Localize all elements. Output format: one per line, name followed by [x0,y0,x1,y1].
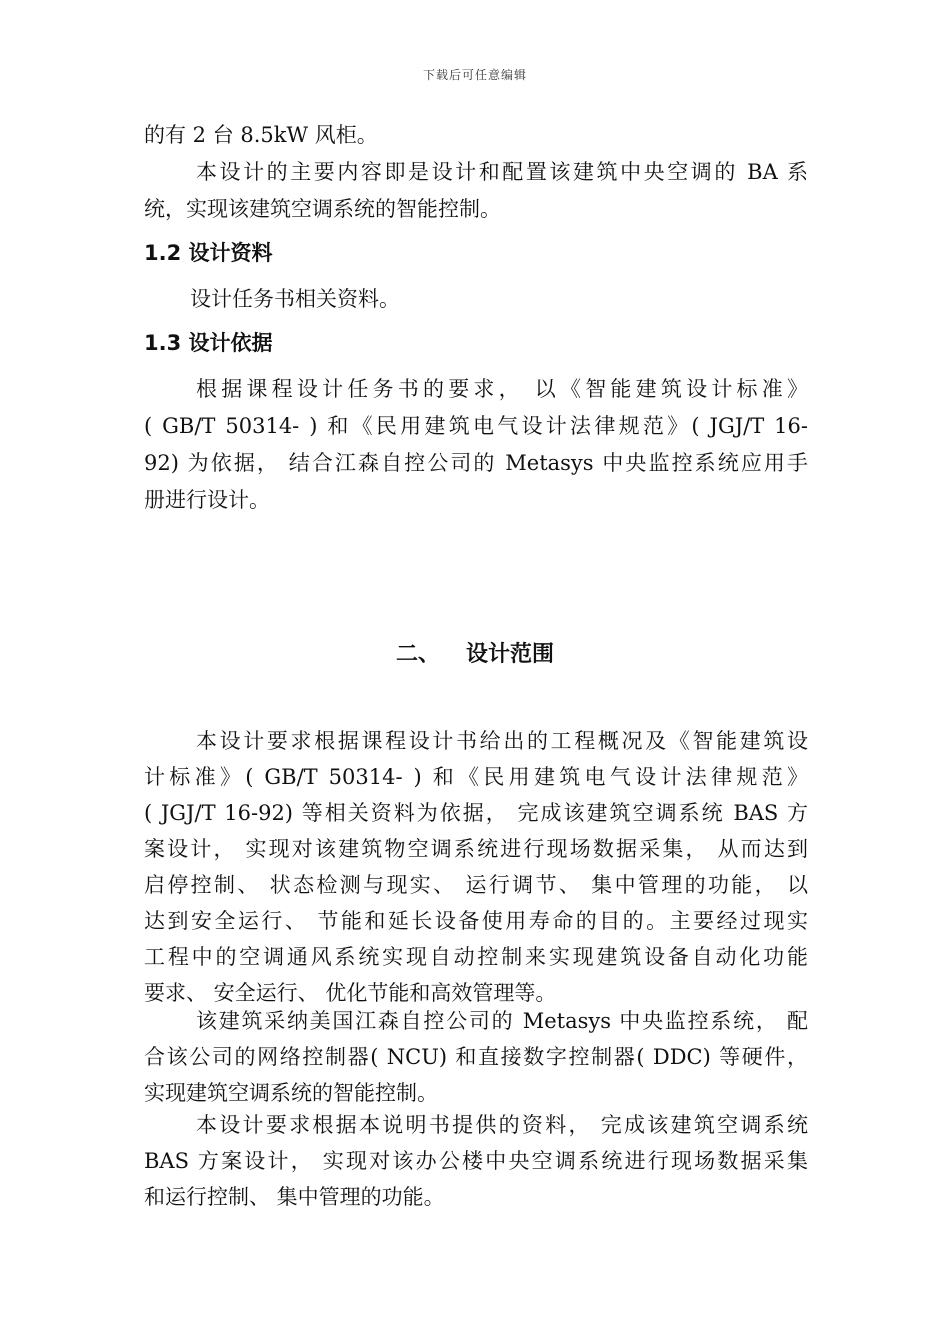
text-line: 要求、 安全运行、 优化节能和高效管理等。 [144,981,557,1005]
text-line: 和运行控制、 集中管理的功能。 [144,1185,445,1209]
page-header: 下载后可任意编辑 [422,68,527,82]
text-line: 启停控制、 状态检测与现实、 运行调节、 集中管理的功能， 以 [144,873,808,897]
section-heading: 1.2 设计资料 [144,241,273,265]
chapter-number: 二、 [395,642,440,667]
text-line: 的有 2 台 8.5kW 风柜。 [144,123,378,147]
text-line: ( JGJ/T 16-92) 等相关资料为依据， 完成该建筑空调系统 BAS 方 [144,801,808,825]
text-line: 本设计要求根据课程设计书给出的工程概况及《智能建筑设 [196,729,808,753]
text-line: 本设计的主要内容即是设计和配置该建筑中央空调的 BA 系 [196,160,808,184]
text-line: 实现建筑空调系统的智能控制。 [144,1081,438,1105]
text-line: 册进行设计。 [144,488,270,512]
text-line: 案设计， 实现对该建筑物空调系统进行现场数据采集， 从而达到 [144,837,808,861]
text-line: 工程中的空调通风系统实现自动控制来实现建筑设备自动化功能 [144,945,808,969]
chapter-heading [0,638,950,672]
text-line: 达到安全运行、 节能和延长设备使用寿命的目的。主要经过现实 [144,909,808,933]
chapter-title: 设计范围 [466,642,555,667]
text-line: ( GB/T 50314- ) 和《民用建筑电气设计法律规范》( JGJ/T 16- [144,414,808,438]
text-line: 设计任务书相关资料。 [190,287,400,311]
text-line: 92) 为依据， 结合江森自控公司的 Metasys 中央监控系统应用手 [144,451,808,475]
section-heading: 1.3 设计依据 [144,331,273,355]
text-line: 合该公司的网络控制器( NCU) 和直接数字控制器( DDC) 等硬件， [144,1045,808,1069]
text-line: 统，实现该建筑空调系统的智能控制。 [144,197,501,221]
text-line: 该建筑采纳美国江森自控公司的 Metasys 中央监控系统， 配 [196,1009,808,1033]
text-line: 本设计要求根据本说明书提供的资料， 完成该建筑空调系统 [196,1113,808,1137]
text-line: BAS 方案设计， 实现对该办公楼中央空调系统进行现场数据采集 [144,1149,808,1173]
text-line: 计标准》( GB/T 50314- ) 和《民用建筑电气设计法律规范》 [144,765,808,789]
text-line: 根据课程设计任务书的要求， 以《智能建筑设计标准》 [196,377,808,401]
